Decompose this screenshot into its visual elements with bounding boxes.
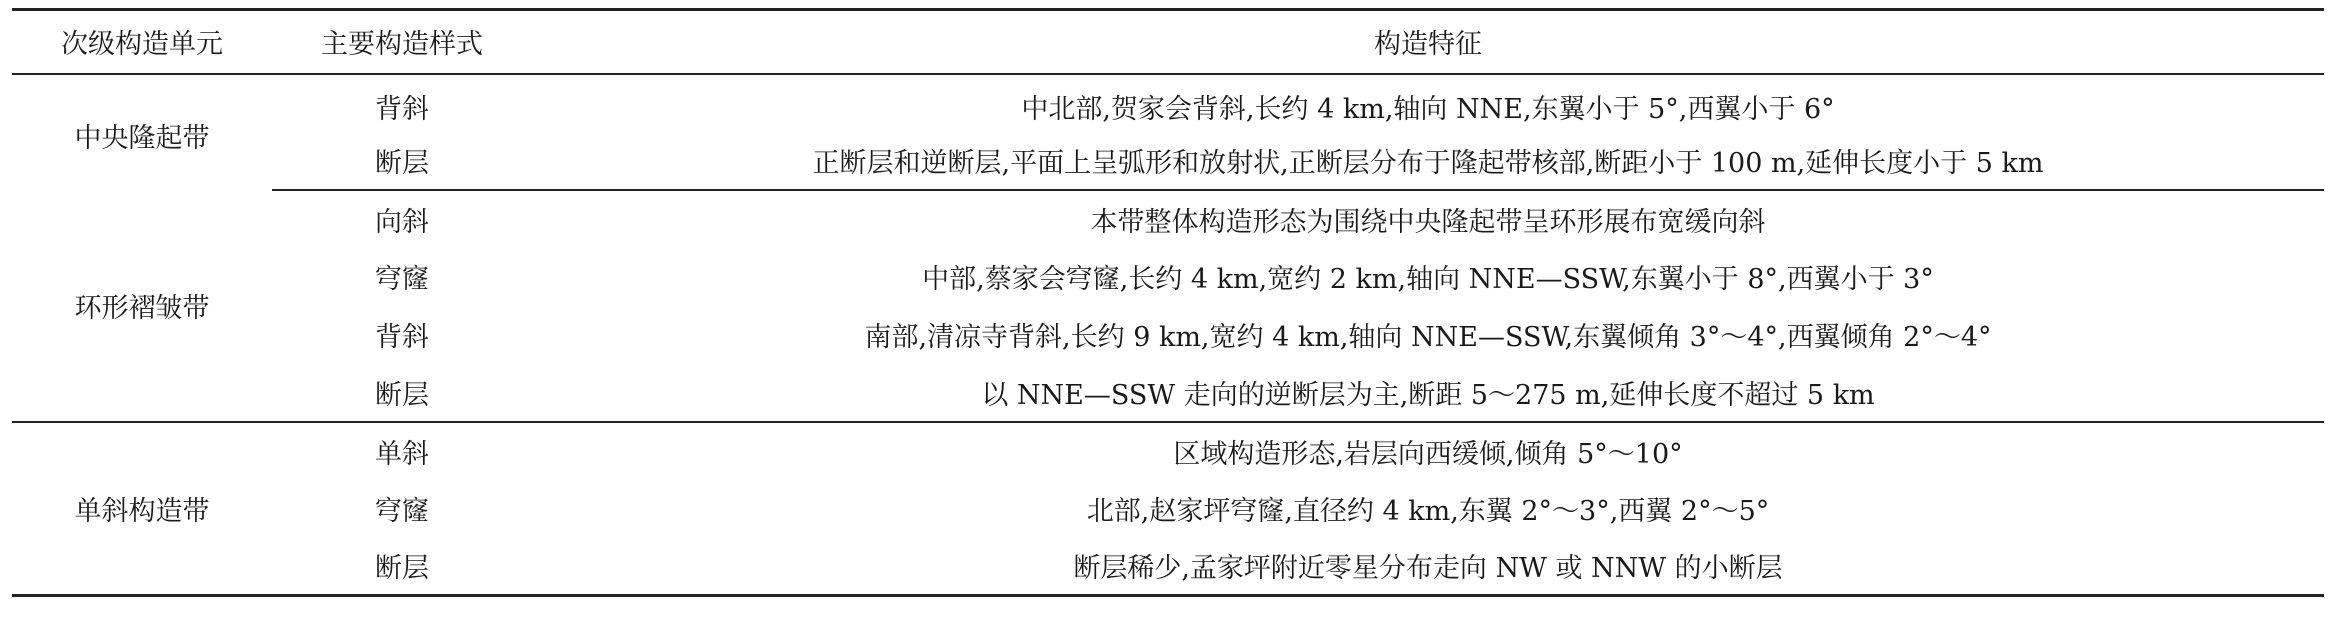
- structure-table: [12, 8, 2324, 597]
- structure-table-container: [12, 8, 2324, 597]
- table-row: [12, 538, 2324, 596]
- unit-cell-ring-fold: 环形褶皱带: [12, 190, 272, 422]
- table-row: [12, 132, 2324, 190]
- style-cell: 穹窿: [375, 496, 429, 527]
- table-row: [12, 480, 2324, 538]
- style-cell: 断层: [272, 538, 532, 596]
- feature-cell: 南部,清凉寺背斜,长约 9 km,宽约 4 km,轴向 NNE—SSW,东翼倾角 3°～4°,西翼倾角 2°～4°: [864, 322, 1992, 353]
- style-cell: 单斜: [375, 438, 429, 470]
- table-row: [12, 306, 2324, 364]
- table-row: [12, 364, 2324, 422]
- feature-cell: 中部,蔡家会穹窿,长约 4 km,宽约 2 km,轴向 NNE—SSW,东翼小于 8°,西翼小于 3°: [922, 264, 1934, 295]
- style-cell: 穹窿: [375, 264, 429, 295]
- table-row: [12, 248, 2324, 306]
- unit-cell-monocline: 单斜构造带: [12, 422, 272, 596]
- feature-cell: 区域构造形态,岩层向西缓倾,倾角 5°～10°: [1173, 438, 1683, 470]
- feature-cell: 本带整体构造形态为围绕中央隆起带呈环形展布宽缓向斜: [1090, 206, 1766, 238]
- header-row: [12, 10, 2324, 74]
- feature-cell: 断层稀少,孟家坪附近零星分布走向 NW 或 NNW 的小断层: [532, 538, 2324, 596]
- table-body: [12, 74, 2324, 596]
- style-cell: 背斜: [375, 93, 429, 125]
- style-cell: 背斜: [375, 322, 429, 353]
- header-feature: 构造特征: [532, 10, 2324, 74]
- feature-cell: 以 NNE—SSW 走向的逆断层为主,断距 5～275 m,延伸长度不超过 5 km: [532, 364, 2324, 422]
- table-header: [12, 10, 2324, 74]
- table-row: [12, 74, 2324, 132]
- header-style: 主要构造样式: [272, 10, 532, 74]
- feature-cell: 北部,赵家坪穹窿,直径约 4 km,东翼 2°～3°,西翼 2°～5°: [1086, 496, 1770, 527]
- unit-cell-central-uplift: 中央隆起带: [74, 122, 210, 154]
- style-cell: 向斜: [375, 206, 429, 238]
- table-row: [12, 190, 2324, 248]
- table-row: [12, 422, 2324, 480]
- style-cell: 断层: [272, 132, 532, 190]
- feature-cell: 中北部,贺家会背斜,长约 4 km,轴向 NNE,东翼小于 5°,西翼小于 6°: [1021, 93, 1835, 125]
- header-unit: 次级构造单元: [12, 10, 272, 74]
- style-cell: 断层: [272, 364, 532, 422]
- feature-cell: 正断层和逆断层,平面上呈弧形和放射状,正断层分布于隆起带核部,断距小于 100 m,延伸长度小于 5 km: [532, 132, 2324, 190]
